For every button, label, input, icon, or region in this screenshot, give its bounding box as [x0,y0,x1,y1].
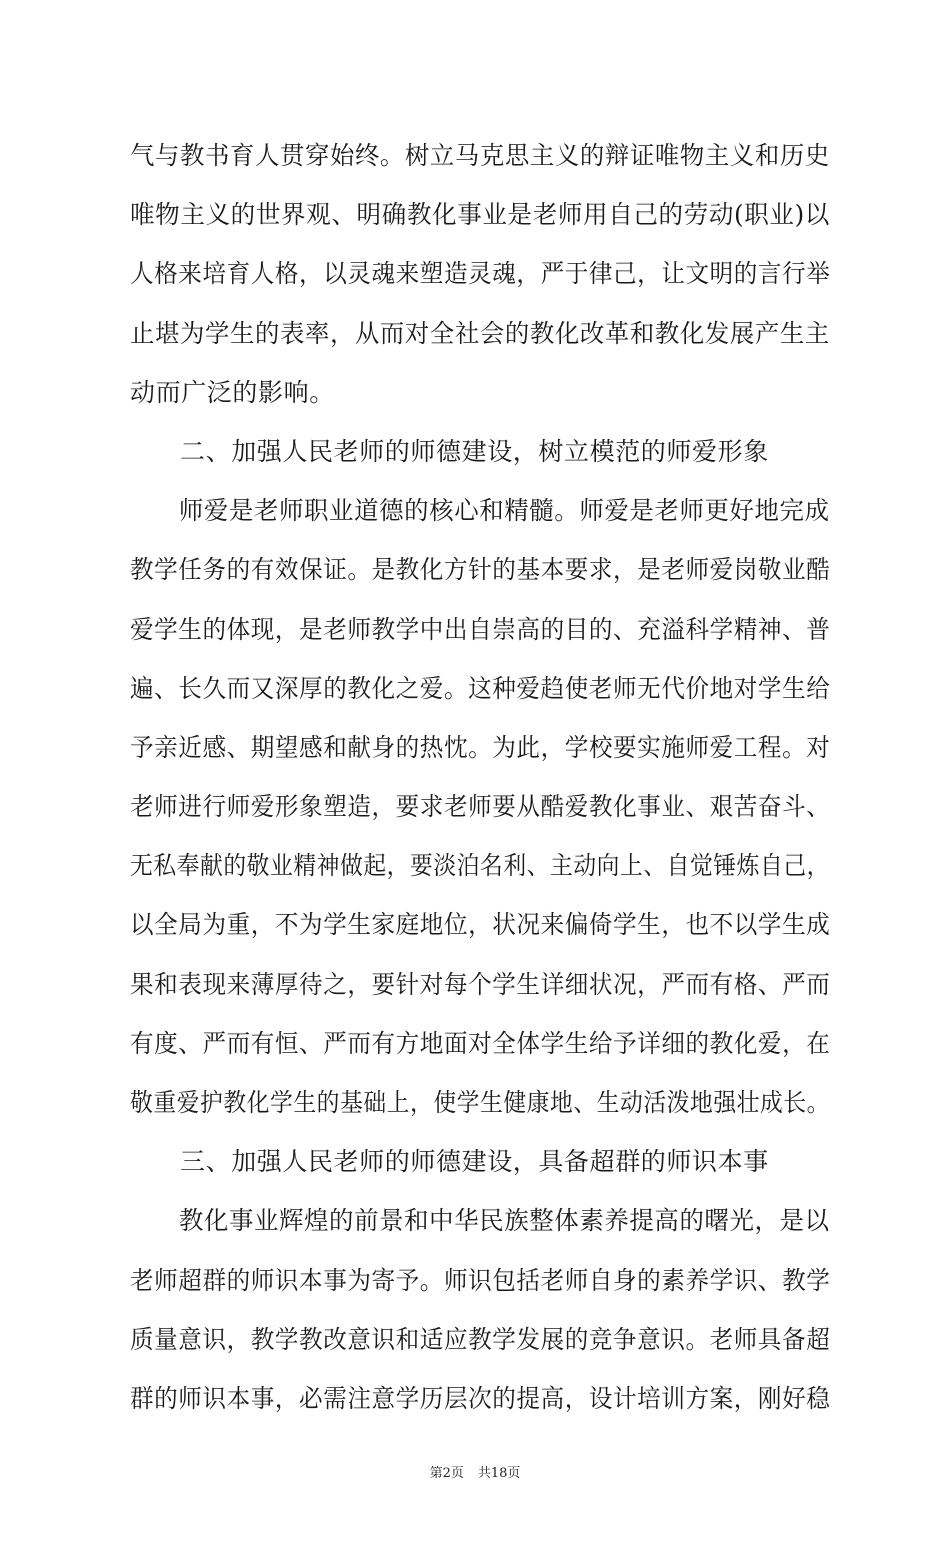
text-line: 教学任务的有效保证。是教化方针的基本要求，是老师爱岗敬业酷 [130,555,831,585]
text-line: 以全局为重，不为学生家庭地位，状况来偏倚学生，也不以学生成 [130,910,831,940]
text-line: 三、加强人民老师的师德建设，具备超群的师识本事 [180,1147,769,1177]
text-line: 质量意识，教学教改意识和适应教学发展的竞争意识。老师具备超 [130,1324,831,1354]
text-line: 予亲近感、期望感和献身的热忱。为此，学校要实施师爱工程。对 [130,732,831,762]
text-line: 敬重爱护教化学生的基础上，使学生健康地、生动活泼地强壮成长。 [130,1088,831,1117]
text-line: 老师进行师爱形象塑造，要求老师要从酷爱教化事业、艰苦奋斗、 [130,792,831,822]
text-line: 二、加强人民老师的师德建设，树立模范的师爱形象 [180,436,769,466]
text-line: 无私奉献的敬业精神做起，要淡泊名利、主动向上、自觉锤炼自己， [130,851,831,881]
text-line: 群的师识本事，必需注意学历层次的提高，设计培训方案，刚好稳 [130,1383,831,1413]
page-footer [0,1462,950,1481]
text-line: 有度、严而有恒、严而有方地面对全体学生给予详细的教化爱，在 [130,1028,831,1058]
page-total: 共18页 [477,1466,521,1481]
text-line: 动而广泛的影响。 [130,377,335,407]
text-line: 止堪为学生的表率，从而对全社会的教化改革和教化发展产生主 [130,318,830,348]
text-line: 唯物主义的世界观、明确教化事业是老师用自己的劳动(职业)以 [130,200,830,230]
text-line: 老师超群的师识本事为寄予。师识包括老师自身的素养学识、教学 [130,1265,831,1295]
text-line: 果和表现来薄厚待之，要针对每个学生详细状况，严而有格、严而 [130,969,831,999]
text-line: 爱学生的体现，是老师教学中出自崇高的目的、充溢科学精神、普 [130,614,831,644]
body-text [130,126,830,1428]
text-line: 师爱是老师职业道德的核心和精髓。师爱是老师更好地完成 [178,496,830,526]
text-line: 教化事业辉煌的前景和中华民族整体素养提高的曙光，是以 [178,1206,830,1236]
text-line: 遍、长久而又深厚的教化之爱。这种爱趋使老师无代价地对学生给 [130,673,831,703]
text-line: 气与教书育人贯穿始终。树立马克思主义的辩证唯物主义和历史 [130,141,830,170]
page-number: 第2页 [429,1466,464,1481]
text-line: 人格来培育人格，以灵魂来塑造灵魂，严于律己，让文明的言行举 [130,259,831,289]
